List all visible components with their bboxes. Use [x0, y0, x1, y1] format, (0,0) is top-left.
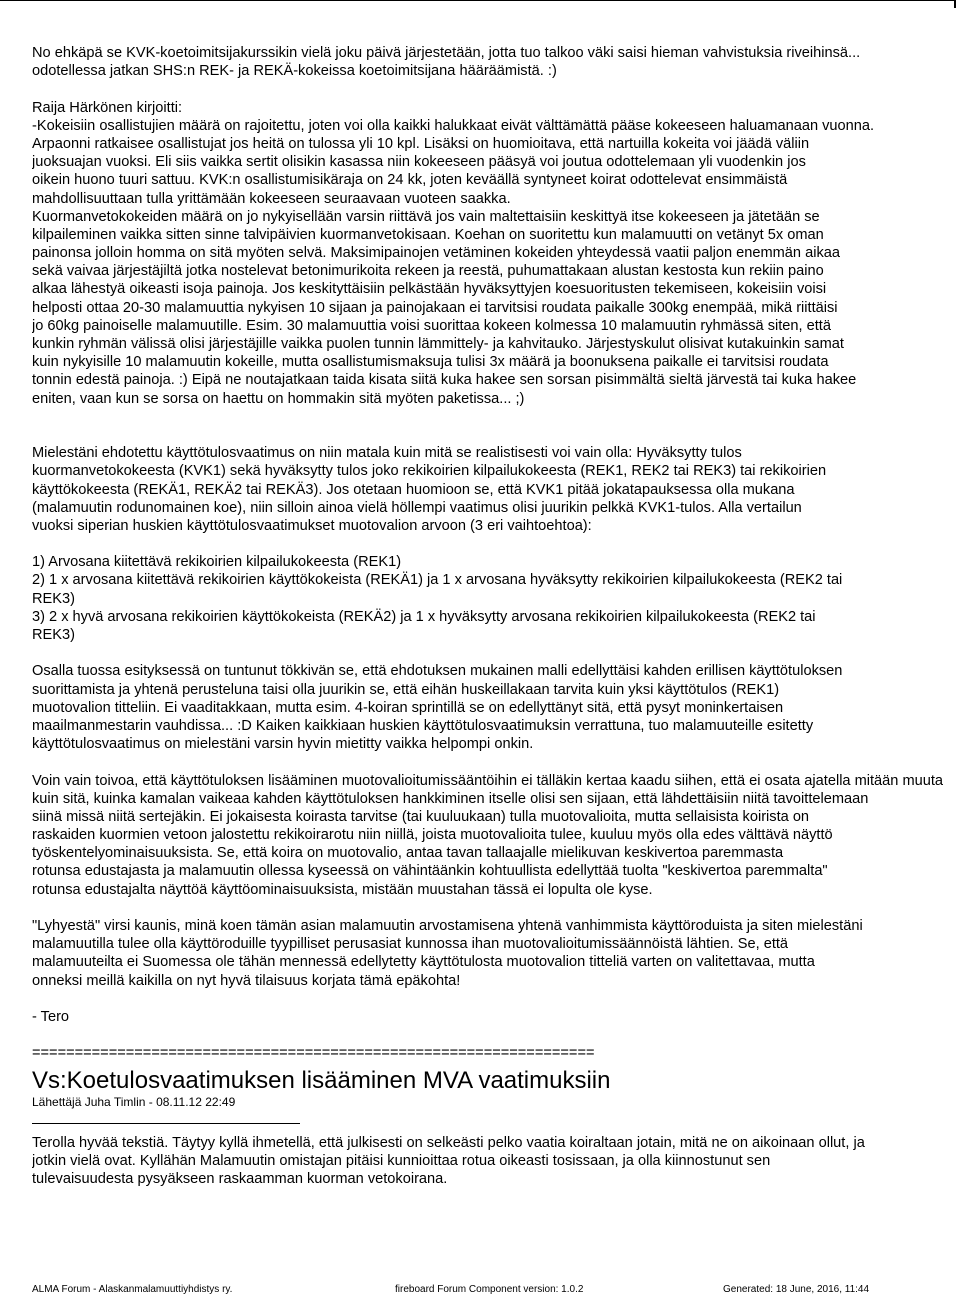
text-line: - Tero: [32, 1008, 70, 1025]
text-line: raskaiden kuormien vetoon jalostettu rekikoirarotu niin niillä, joista muotovalioita tulee, kuuluu myös olla edes välttävä näyttö: [32, 827, 833, 844]
text-line: Raija Härkönen kirjoitti:: [32, 99, 183, 116]
text-line: "Lyhyestä" virsi kaunis, minä koen tämän asian malamuutin arvostamisena yhtenä vanhimmista käyttöroduista ja siten mielestäni: [32, 918, 863, 934]
post-text: [32, 44, 960, 1063]
page-footer: [0, 1283, 960, 1297]
text-line: odotellessa jatkan SHS:n REK- ja REKÄ-kokeissa koetoimitsijana hääräämistä. :): [32, 63, 557, 80]
blank-line: [32, 80, 960, 98]
text-line: eniten, vaan kun se sorsa on haettu on hommakin sitä myöten paketissa... ;): [32, 390, 525, 407]
text-line: onneksi meillä kaikilla on nyt hyvä tilaisuus korjata tämä epäkohta!: [32, 972, 461, 989]
blank-line: [32, 899, 960, 917]
text-line: painonsa jolloin homma on sitä myöten selvä. Maksimipainojen vetäminen kokeiden yhteydessä vaatii paljon enemmän aikaa: [32, 245, 840, 262]
blank-line: [32, 408, 960, 426]
text-line: kilpaileminen vaikka sitten sinne talvipäivien kuormanvetokisaan. Koehan on suoritettu kun malamuutti on vetänyt 5x oman: [32, 226, 824, 243]
text-line: siinä missä niitä sertejäkin. Ei jokaisesta koirasta tarvitse (tai kuuluukaan) tulla muotovalioita, mutta sellaisista koirista on: [32, 808, 810, 825]
text-line: rotunsa edustajasta ja malamuutin ollessa kyseessä on vähintäänkin kohtuullista edellyttää tuolta "keskivertoa paremmalta": [32, 863, 828, 880]
text-line: helposti ottaa 20-30 malamuuttia nykyisen 10 sijaan ja painojakaan ei tarvitsisi roudata paikalle 300kg enempää, mikä riittäisi: [32, 299, 838, 316]
blank-line: [32, 644, 960, 662]
text-line: Kuormanvetokokeiden määrä on jo nykyisellään varsin riittävä jos vain maltettaisiin keskittyä itse kokeeseen ja jätetään se: [32, 208, 820, 225]
text-line: kuin sitä, kuinka kamalan vaikeaa kahden käyttötuloksen hankkiminen itselle olisi sen sijaan, että lähdettäisiin niitä tavoittelemaan: [32, 790, 869, 807]
footer-generated-date: Generated: 18 June, 2016, 11:44: [723, 1284, 870, 1295]
text-line: muotovalion titteliin. Ei vaaditakkaan, mutta esim. 4-koiran sprintillä se on edellyttänyt sitä, että pysyt moninkertaisen: [32, 699, 784, 716]
blank-line: [32, 753, 960, 771]
text-line: tonnin edestä painoja. :) Eipä ne noutajatkaan taida kisata siitä kuka hakee sen sorsan pisimmältä sieltä järvestä tai kuka hakee: [32, 372, 857, 389]
text-line: työskentelyominaisuuksista. Se, että koira on muotovalio, antaa tavan tallaajalle mielikuvan keskivertoa paremmasta: [32, 845, 784, 862]
text-line: jotkin vielä ovat. Kyllähän Malamuutin omistajan pitäisi kunnioittaa rotua oikeasti tosissaan, ja olla kiinnostunut sen: [32, 1152, 771, 1169]
reply-text: [32, 1134, 960, 1189]
blank-line: [32, 990, 960, 1008]
post-title: Vs:Koetulosvaatimuksen lisääminen MVA vaatimuksiin: [32, 1066, 611, 1094]
text-line: ==================================================================: [32, 1045, 595, 1062]
text-line: mahdollisuuttaan tulla yrittämään kokeeseen seuraavaan vuoteen saakka.: [32, 190, 511, 207]
text-line: rotunsa edustajalta näyttöä käyttöominaisuuksista, mistään muustahan tässä ei lopulta ole kyse.: [32, 881, 653, 898]
post-meta: Lähettäjä Juha Timlin - 08.11.12 22:49: [32, 1094, 236, 1109]
top-rule: [0, 0, 955, 1]
text-line: 1) Arvosana kiitettävä rekikoirien kilpailukokeesta (REK1): [32, 554, 402, 571]
text-line: No ehkäpä se KVK-koetoimitsijakurssikin vielä joku päivä järjestetään, jotta tuo talkoo väki saisi hieman vahvistuksia riveihinsä...: [32, 45, 861, 61]
text-line: alkaa lähestyä oikeasti isoja painoja. Jos keskityttäisiin pelkästään hyväksyttyjen koesuoritusten tekemiseen, kokeisiin voisi: [32, 281, 827, 298]
text-line: käyttötulosvaatimus on mielestäni varsin hyvin mietitty vaikka helpompi onkin.: [32, 736, 534, 753]
text-line: Voin vain toivoa, että käyttötuloksen lisääminen muotovalioitumissääntöihin ei tälläkin kertaa kaadu siihen, että ei osata ajatella mitään muuta: [32, 772, 944, 789]
text-line: REK3): [32, 627, 75, 643]
text-line: käyttökokeesta (REKÄ1, REKÄ2 tai REKÄ3). Jos otetaan huomioon se, että KVK1 pitää jokatapauksessa olla mukana: [32, 481, 795, 498]
footer-forum-name: ALMA Forum - Alaskanmalamuuttiyhdistys ry.: [32, 1284, 233, 1295]
post-divider: [32, 1123, 300, 1124]
text-line: oikein huono tuuri sattuu. KVK:n osallistumisikäraja on 24 kk, joten keväällä syntyneet koirat odottelevat ensimmäistä: [32, 172, 788, 189]
text-line: malamuutilla tulee olla käyttöroduille tyypilliset perusasiat kunnossa ihan muotovalioitumissäännöistä lähtien. Se, että: [32, 936, 789, 953]
text-line: Mielestäni ehdotettu käyttötulosvaatimus on niin matala kuin mitä se realistisesti voi vain olla: Hyväksytty tulos: [32, 445, 742, 462]
top-rule-cap: [954, 0, 956, 8]
blank-line: [32, 426, 960, 444]
blank-line: [32, 1026, 960, 1044]
text-line: vuoksi siperian huskien käyttötulosvaatimukset muotovalion arvoon (3 eri vaihtoehtoa):: [32, 517, 592, 534]
text-line: suorittamista ja yhtenä perusteluna taisi olla juurikin se, että eihän huskeillakaan tarvita kuin yksi käyttötulos (REK1): [32, 681, 780, 698]
blank-line: [32, 535, 960, 553]
text-line: 3) 2 x hyvä arvosana rekikoirien käyttökokeista (REKÄ2) ja 1 x hyväksytty arvosana rekikoirien kilpailukokeesta (REK2 tai: [32, 608, 816, 625]
text-line: maailmanmestarin vauhdissa... :D Kaiken kaikkiaan huskien käyttötulosvaatimuksin verrattuna, tuo malamuuteille esitetty: [32, 717, 814, 734]
text-line: 2) 1 x arvosana kiitettävä rekikoirien käyttökokeista (REKÄ1) ja 1 x arvosana hyväksytty rekikoirien kilpailukokeesta (REK2 tai: [32, 572, 843, 589]
text-line: kunkin ryhmän välissä olisi järjestäjille vaikka puolen tunnin lämmittely- ja kahvitauko. Järjestyskulut olisivat kutakuinkin samat: [32, 336, 844, 352]
text-line: Terolla hyvää tekstiä. Täytyy kyllä ihmetellä, että julkisesti on selkeästi pelko vaatia koiraltaan jotain, mitä ne on aikoinaan ollut, ja: [32, 1134, 865, 1151]
text-line: REK3): [32, 590, 75, 607]
text-line: jo 60kg painoiselle malamuutille. Esim. 30 malamuuttia voisi suorittaa kokeen kolmessa 10 malamuutin ryhmässä siten, että: [32, 317, 831, 334]
text-line: tulevaisuudesta pysyäkseen raskaamman kuorman vetokoirana.: [32, 1170, 448, 1187]
document-body: [32, 44, 960, 1188]
text-line: -Kokeisiin osallistujien määrä on rajoitettu, joten voi olla kaikki halukkaat eivät välttämättä pääse kokeeseen haluamanaan vuonna.: [32, 117, 875, 134]
text-line: kuin nykyisille 10 malamuutin kokeille, mutta osallistumismaksuja tulisi 3x määrä ja boonuksena paikalle ei tarvitsisi roudata: [32, 354, 829, 371]
text-line: kuormanvetokokeesta (KVK1) sekä hyväksytty tulos joko rekikoirien kilpailukokeesta (REK1, REK2 tai REK3) tai rekikoirien: [32, 463, 827, 480]
text-line: malamuuteilta ei Suomessa ole tähän mennessä edellytetty käyttötulosta muotovalion titteliä varten on valitettavaa, mutta: [32, 954, 815, 971]
text-line: (malamuutin rodunomainen koe), niin silloin ainoa vielä höllempi vaatimus olisi juurikin pelkkä KVK1-tulos. Alla vertailun: [32, 499, 802, 516]
text-line: juoksuajan vuoksi. Eli siis vaikka sertit olisikin kasassa niin kokeeseen pääsyä voi joutua odottelemaan yli vuodenkin jos: [32, 154, 806, 171]
footer-component-version: fireboard Forum Component version: 1.0.2: [395, 1284, 584, 1295]
text-line: Arpaonni ratkaisee osallistujat jos heitä on tulossa yli 10 kpl. Lisäksi on huomioitava, että nartuilla kokeita voi jäädä väliin: [32, 135, 810, 152]
text-line: Osalla tuossa esityksessä on tuntunut tökkivän se, että ehdotuksen mukainen malli edellyttäisi kahden erillisen käyttötuloksen: [32, 663, 843, 680]
text-line: sekä vaivaa järjestäjiltä jotka nostelevat betonimurikoita rekeen ja reestä, puhumattakaan alustan kestosta kun rekiin paino: [32, 263, 824, 280]
